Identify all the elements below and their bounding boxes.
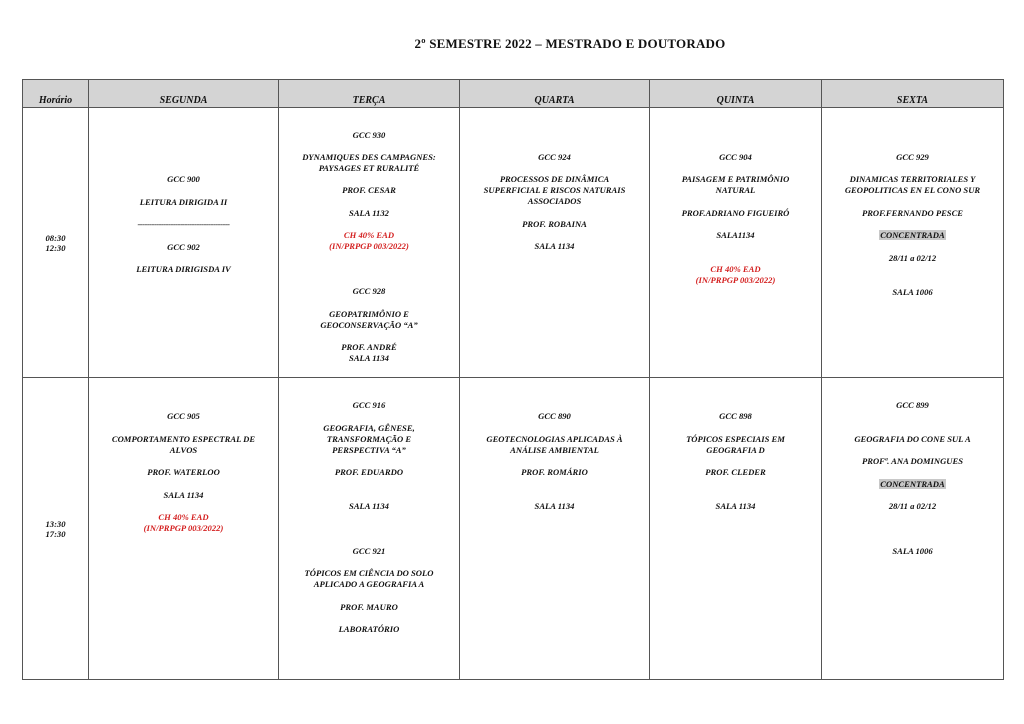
- cell-quarta-morning: [460, 108, 650, 378]
- course-name: PERSPECTIVA “A”: [332, 445, 406, 455]
- table-row-morning: [23, 108, 1004, 378]
- ead-note: CH 40% EAD: [710, 264, 761, 274]
- room: SALA 1134: [349, 501, 389, 511]
- room: LABORATÓRIO: [338, 624, 400, 634]
- cell-quarta-afternoon: [460, 378, 650, 680]
- course-name: SUPERFICIAL E RISCOS NATURAIS: [483, 185, 626, 195]
- time-start: 13:30: [45, 518, 66, 529]
- time-end: 12:30: [45, 242, 66, 253]
- course-code: GCC 905: [167, 411, 200, 421]
- schedule-table: [22, 79, 1004, 680]
- ead-reference: (IN/PRPGP 003/2022): [143, 523, 224, 533]
- header-terca: TERÇA: [279, 80, 460, 108]
- professor: PROF. CESAR: [342, 185, 396, 195]
- ead-note: CH 40% EAD: [158, 512, 209, 522]
- professor: PROF. ROMÁRIO: [521, 467, 588, 477]
- cell-terca-afternoon: [279, 378, 460, 680]
- header-segunda: SEGUNDA: [89, 80, 279, 108]
- header-row: [23, 80, 1004, 108]
- room: SALA 1134: [534, 241, 575, 251]
- course-name: NATURAL: [715, 185, 756, 195]
- room: SALA 1134: [163, 490, 204, 500]
- course-code: GCC 898: [719, 411, 752, 421]
- course-code: GCC 904: [719, 152, 752, 162]
- time-start: 08:30: [45, 232, 66, 243]
- concentrated-label: CONCENTRADA: [880, 479, 945, 489]
- course-code: GCC 930: [352, 130, 386, 140]
- ead-reference: (IN/PRPGP 003/2022): [329, 241, 409, 251]
- time-slot-afternoon: [23, 378, 89, 680]
- professor: PROF. CLEDER: [705, 467, 766, 477]
- room: SALA 1134: [534, 501, 575, 511]
- date-range: 28/11 a 02/12: [888, 501, 937, 511]
- professor: PROF. MAURO: [340, 602, 398, 612]
- room: SALA1134: [716, 230, 755, 240]
- concentrated-label: CONCENTRADA: [880, 230, 945, 240]
- course-name: ASSOCIADOS: [527, 196, 582, 206]
- room: SALA 1134: [349, 353, 389, 363]
- cell-segunda-afternoon: [89, 378, 279, 680]
- course-code: GCC 916: [352, 400, 386, 410]
- course-name: ANÁLISE AMBIENTAL: [510, 445, 599, 455]
- course-name: LEITURA DIRIGISDA IV: [136, 264, 231, 274]
- course-name: DYNAMIQUES DES CAMPAGNES:: [302, 152, 436, 162]
- professor: PROF.FERNANDO PESCE: [861, 208, 964, 218]
- course-name: TRANSFORMAÇÃO E: [326, 434, 412, 444]
- header-sexta: SEXTA: [822, 80, 1004, 108]
- professor: PROF. WATERLOO: [147, 467, 220, 477]
- course-name: GEOTECNOLOGIAS APLICADAS À: [486, 434, 623, 444]
- cell-segunda-morning: [89, 108, 279, 378]
- page-title: 2º SEMESTRE 2022 – MESTRADO E DOUTORADO: [414, 36, 726, 51]
- course-code: GCC 890: [538, 411, 571, 421]
- course-name: APLICADO A GEOGRAFIA A: [313, 579, 425, 589]
- course-name: PROCESSOS DE DINÂMICA: [499, 174, 610, 184]
- course-name: GEOCONSERVAÇÃO “A”: [320, 320, 418, 330]
- course-name: TÓPICOS ESPECIAIS EM: [686, 434, 785, 444]
- course-name: GEOGRAFIA DO CONE SUL A: [854, 434, 971, 444]
- professor: PROF. ANDRÉ: [341, 342, 397, 352]
- ead-note: CH 40% EAD: [343, 230, 395, 240]
- course-code: GCC 899: [896, 400, 929, 410]
- course-name: COMPORTAMENTO ESPECTRAL DE: [111, 434, 256, 444]
- room: SALA 1006: [892, 287, 933, 297]
- room: SALA 1006: [892, 546, 933, 556]
- professor: PROF. ROBAINA: [522, 219, 587, 229]
- course-name: DINAMICAS TERRITORIALES Y: [849, 174, 976, 184]
- course-name: GEOPOLITICAS EN EL CONO SUR: [844, 185, 981, 195]
- header-quinta: QUINTA: [650, 80, 822, 108]
- course-code: GCC 902: [167, 242, 200, 252]
- course-name: ALVOS: [169, 445, 198, 455]
- course-code: GCC 928: [352, 286, 386, 296]
- course-name: PAYSAGES ET RURALITÉ: [318, 163, 420, 173]
- course-code: GCC 924: [538, 152, 571, 162]
- course-name: GEOPATRIMÔNIO E: [329, 309, 409, 319]
- ead-reference: (IN/PRPGP 003/2022): [695, 275, 776, 285]
- cell-quinta-afternoon: [650, 378, 822, 680]
- room: SALA 1132: [349, 208, 389, 218]
- time-end: 17:30: [45, 528, 66, 539]
- professor: PROFª. ANA DOMINGUES: [861, 456, 964, 466]
- professor: PROF. EDUARDO: [334, 467, 404, 477]
- course-name: LEITURA DIRIGIDA II: [139, 197, 228, 207]
- cell-quinta-morning: [650, 108, 822, 378]
- header-horario: Horário: [23, 80, 89, 108]
- date-range: 28/11 a 02/12: [888, 253, 937, 263]
- cell-sexta-afternoon: [822, 378, 1004, 680]
- header-quarta: QUARTA: [460, 80, 650, 108]
- table-row-afternoon: [23, 378, 1004, 680]
- cell-terca-morning: [279, 108, 460, 378]
- course-code: GCC 921: [352, 546, 386, 556]
- course-name: GEOGRAFIA, GÊNESE,: [323, 423, 415, 433]
- professor: PROF.ADRIANO FIGUEIRÓ: [681, 208, 790, 218]
- cell-sexta-morning: [822, 108, 1004, 378]
- course-code: GCC 929: [896, 152, 929, 162]
- concentrated-badge: [826, 230, 999, 240]
- course-code: GCC 900: [167, 174, 200, 184]
- time-slot-morning: [23, 108, 89, 378]
- room: SALA 1134: [715, 501, 756, 511]
- concentrated-badge: [826, 479, 999, 489]
- course-name: GEOGRAFIA D: [706, 445, 765, 455]
- course-name: TÓPICOS EM CIÊNCIA DO SOLO: [304, 568, 434, 578]
- separator-line: ---------------------------------------: [137, 219, 230, 229]
- course-name: PAISAGEM E PATRIMÔNIO: [681, 174, 790, 184]
